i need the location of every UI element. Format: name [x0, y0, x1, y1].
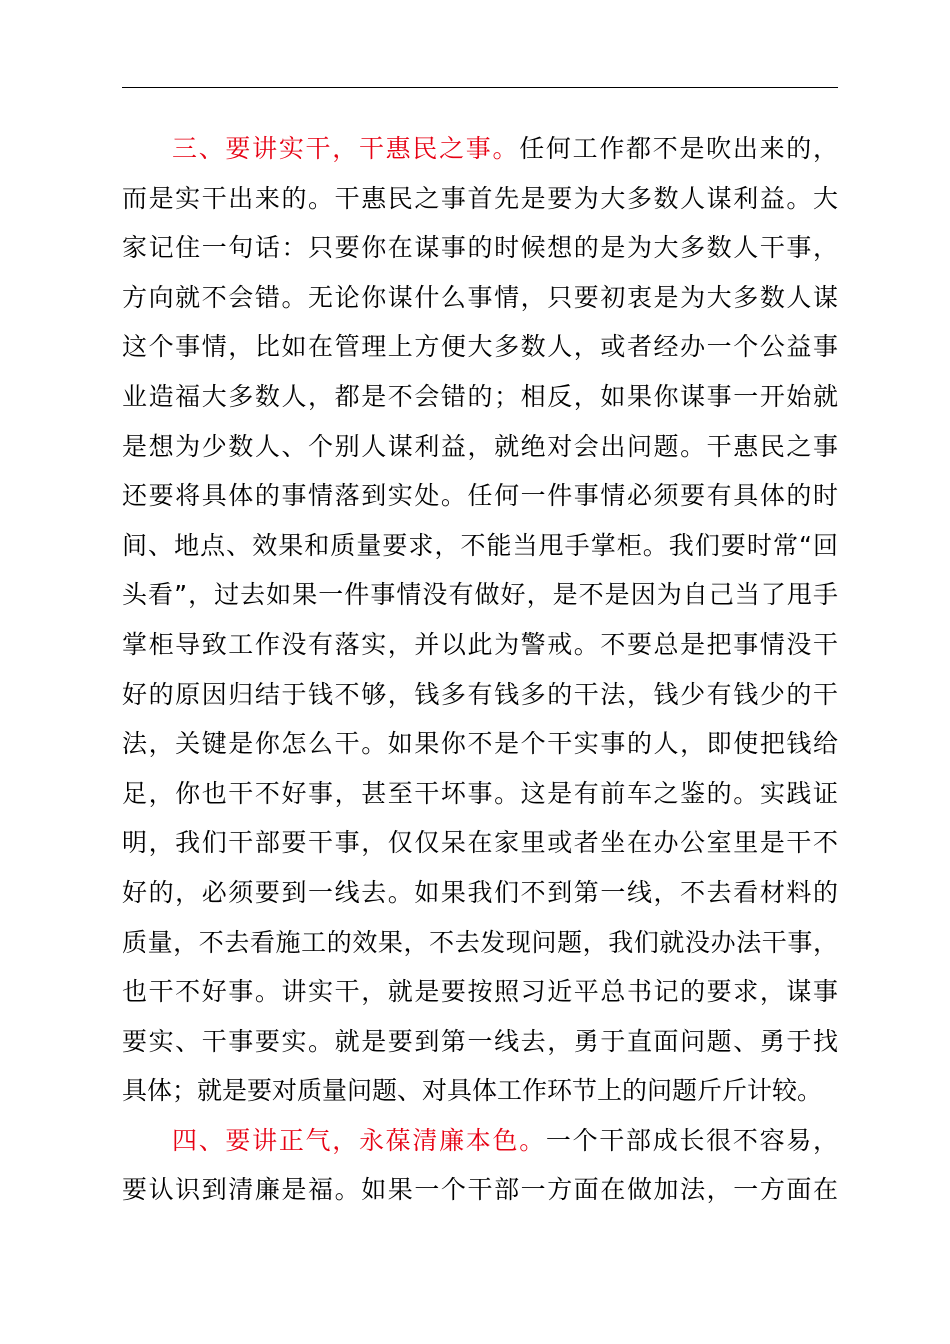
- paragraph-line: 质量，不去看施工的效果，不去发现问题，我们就没办法干事，: [122, 927, 838, 957]
- section3-first-line-text: 任何工作都不是吹出来的，: [519, 134, 838, 163]
- paragraph-line: 具体；就是要对质量问题、对具体工作环节上的问题斤斤计较。: [122, 1076, 823, 1106]
- section4-heading: 四、要讲正气，永葆清廉本色。: [172, 1125, 546, 1155]
- paragraph-line: 是想为少数人、个别人谋利益，就绝对会出问题。干惠民之事: [122, 431, 838, 461]
- paragraph-line: 而是实干出来的。干惠民之事首先是要为大多数人谋利益。大: [122, 183, 838, 213]
- paragraph-line: 家记住一句话：只要你在谋事的时候想的是为大多数人干事，: [122, 233, 838, 263]
- document-body: [122, 124, 838, 1215]
- section3-heading: 三、要讲实干，干惠民之事。: [172, 134, 520, 163]
- paragraph-line: 足，你也干不好事，甚至干坏事。这是有前车之鉴的。实践证: [122, 778, 838, 808]
- paragraph-line: 这个事情，比如在管理上方便大多数人，或者经办一个公益事: [122, 332, 838, 362]
- paragraph-line: 要认识到清廉是福。如果一个干部一方面在做加法，一方面在: [122, 1175, 838, 1205]
- paragraph-line: 还要将具体的事情落到实处。任何一件事情必须要有具体的时: [122, 481, 838, 511]
- paragraph-line: 掌柜导致工作没有落实，并以此为警戒。不要总是把事情没干: [122, 629, 838, 659]
- paragraph-line: 要实、干事要实。就是要到第一线去，勇于直面问题、勇于找: [122, 1026, 838, 1056]
- paragraph-line: 明，我们干部要干事，仅仅呆在家里或者坐在办公室里是干不: [122, 828, 838, 858]
- paragraph-line: 好的原因归结于钱不够，钱多有钱多的干法，钱少有钱少的干: [122, 679, 838, 709]
- paragraph-line: 法，关键是你怎么干。如果你不是个干实事的人，即使把钱给: [122, 729, 838, 759]
- paragraph-line: 间、地点、效果和质量要求，不能当甩手掌柜。我们要时常“回: [122, 530, 838, 560]
- paragraph-line: 业造福大多数人，都是不会错的；相反，如果你谋事一开始就: [122, 381, 838, 411]
- header-rule: [122, 87, 838, 88]
- section3-first-line: [122, 124, 838, 174]
- section4-first-line-text: 一个干部成长很不容易，: [545, 1125, 838, 1155]
- paragraph-line: 方向就不会错。无论你谋什么事情，只要初衷是为大多数人谋: [122, 282, 838, 312]
- paragraph-line: 也干不好事。讲实干，就是要按照习近平总书记的要求，谋事: [122, 977, 838, 1007]
- paragraph-line: 好的，必须要到一线去。如果我们不到第一线，不去看材料的: [122, 877, 838, 907]
- section4-first-line: [122, 1116, 838, 1166]
- paragraph-line: 头看”，过去如果一件事情没有做好，是不是因为自己当了甩手: [122, 580, 838, 610]
